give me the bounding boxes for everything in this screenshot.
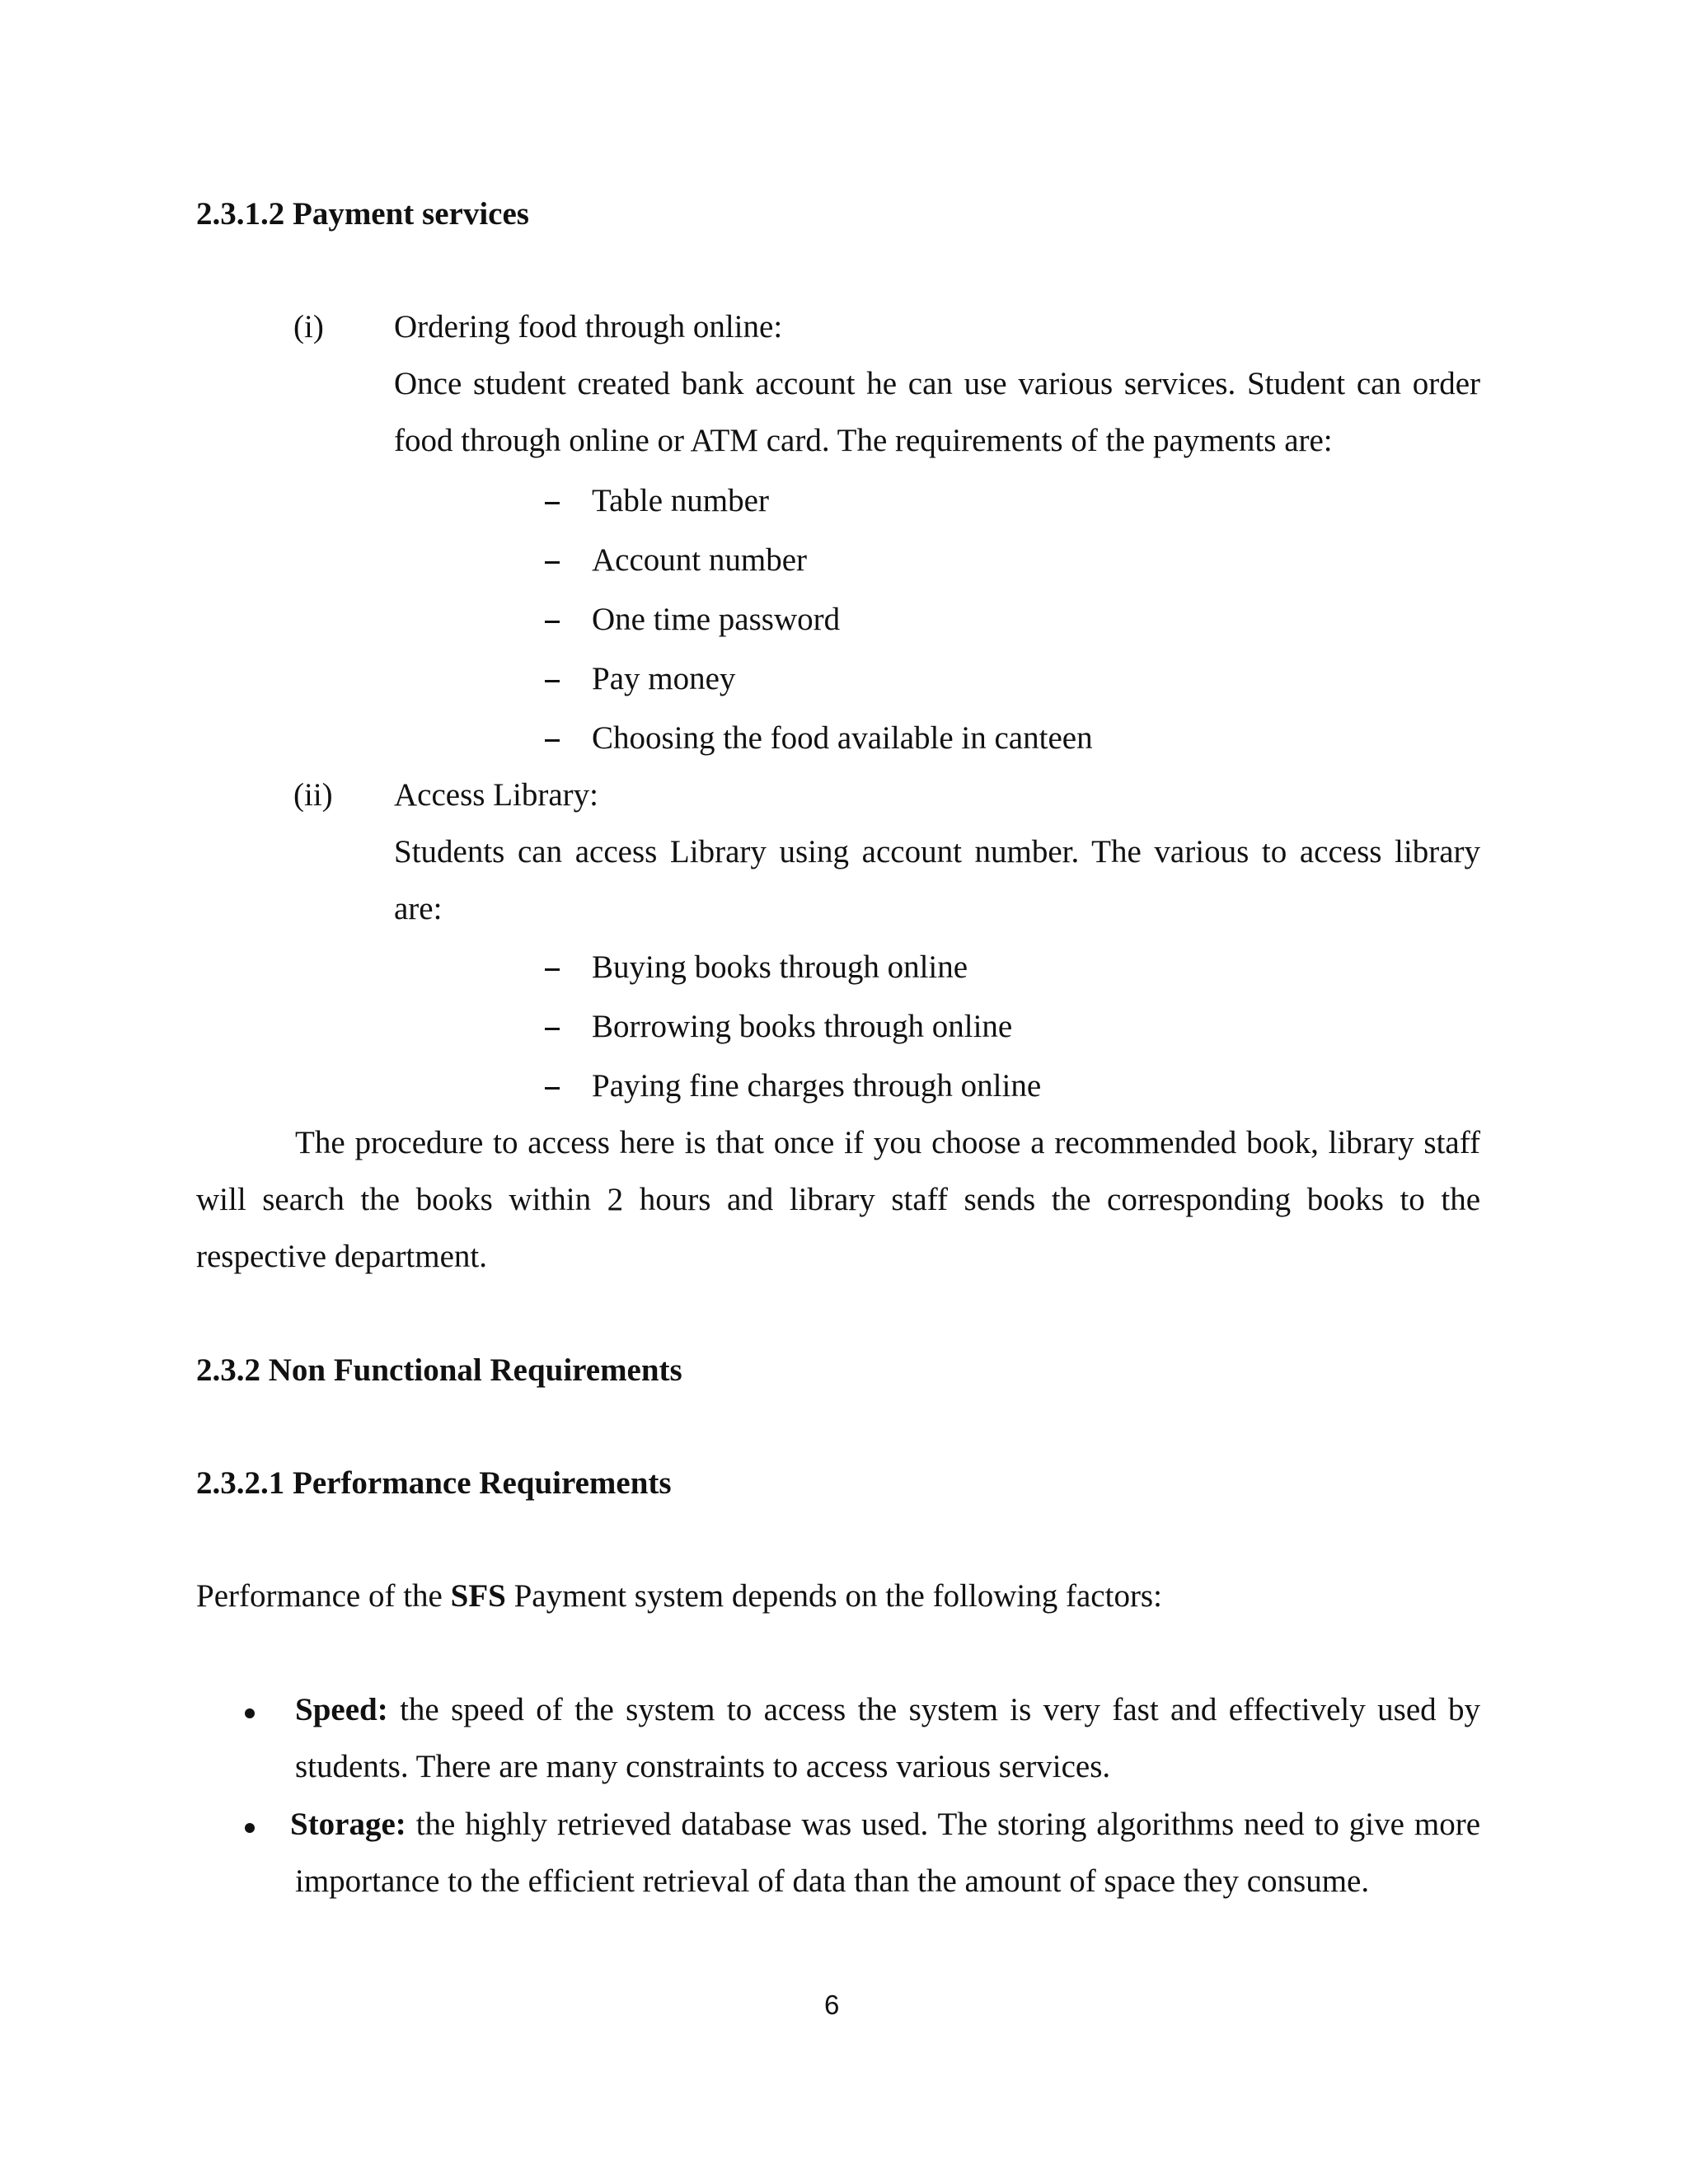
list-item: One time password (592, 602, 841, 637)
paragraph-line: students. There are many constraints to access various services. (295, 1749, 1111, 1784)
dash-bullet-icon (545, 502, 560, 504)
list-item: Table number (592, 483, 769, 518)
list-item: Paying fine charges through online (592, 1068, 1042, 1104)
dash-bullet-icon (545, 1087, 560, 1090)
section-heading-non-functional: 2.3.2 Non Functional Requirements (196, 1352, 682, 1388)
list-item: Choosing the food available in canteen (592, 720, 1093, 756)
dash-bullet-icon (545, 739, 560, 742)
list-marker-i: (i) (293, 309, 324, 344)
dash-bullet-icon (545, 968, 560, 971)
factor-speed-line (295, 1691, 1480, 1728)
intro-bold-term: SFS (450, 1578, 506, 1614)
item-title-access-library: Access Library: (394, 777, 598, 813)
dash-bullet-icon (545, 1028, 560, 1030)
paragraph-line: will search the books within 2 hours and library staff sends the corresponding books to the (196, 1182, 1480, 1217)
intro-text: Performance of the (196, 1578, 443, 1614)
factor-storage-line (290, 1806, 1480, 1843)
list-item: Pay money (592, 661, 736, 696)
factor-text: the speed of the system to access the system is very fast and effectively used by (400, 1692, 1481, 1727)
factor-label: Speed: (295, 1692, 388, 1727)
dash-bullet-icon (545, 621, 560, 623)
list-item: Borrowing books through online (592, 1009, 1013, 1044)
list-marker-ii: (ii) (293, 777, 333, 813)
paragraph-line: food through online or ATM card. The requirements of the payments are: (394, 423, 1333, 458)
factor-text: the highly retrieved database was used. The storing algorithms need to give more (415, 1807, 1480, 1842)
section-heading-payment-services: 2.3.1.2 Payment services (196, 196, 529, 232)
dash-bullet-icon (545, 680, 560, 682)
bullet-icon (245, 1823, 255, 1833)
intro-text: Payment system depends on the following factors: (513, 1578, 1162, 1614)
performance-intro (196, 1577, 1162, 1615)
paragraph-line: importance to the efficient retrieval of data than the amount of space they consume. (295, 1863, 1370, 1899)
bullet-icon (245, 1708, 255, 1718)
paragraph-line: are: (394, 891, 443, 926)
list-item: Buying books through online (592, 949, 968, 985)
item-title-ordering-food: Ordering food through online: (394, 309, 783, 344)
paragraph-line: Students can access Library using account number. The various to access library (394, 834, 1480, 869)
dash-bullet-icon (545, 561, 560, 564)
paragraph-line: The procedure to access here is that once if you choose a recommended book, library staff (295, 1125, 1480, 1160)
factor-label: Storage: (290, 1807, 406, 1842)
paragraph-line: respective department. (196, 1239, 487, 1274)
paragraph-line: Once student created bank account he can use various services. Student can order (394, 366, 1480, 401)
section-heading-performance: 2.3.2.1 Performance Requirements (196, 1465, 672, 1501)
page-number: 6 (824, 1990, 840, 2020)
list-item: Account number (592, 542, 808, 578)
